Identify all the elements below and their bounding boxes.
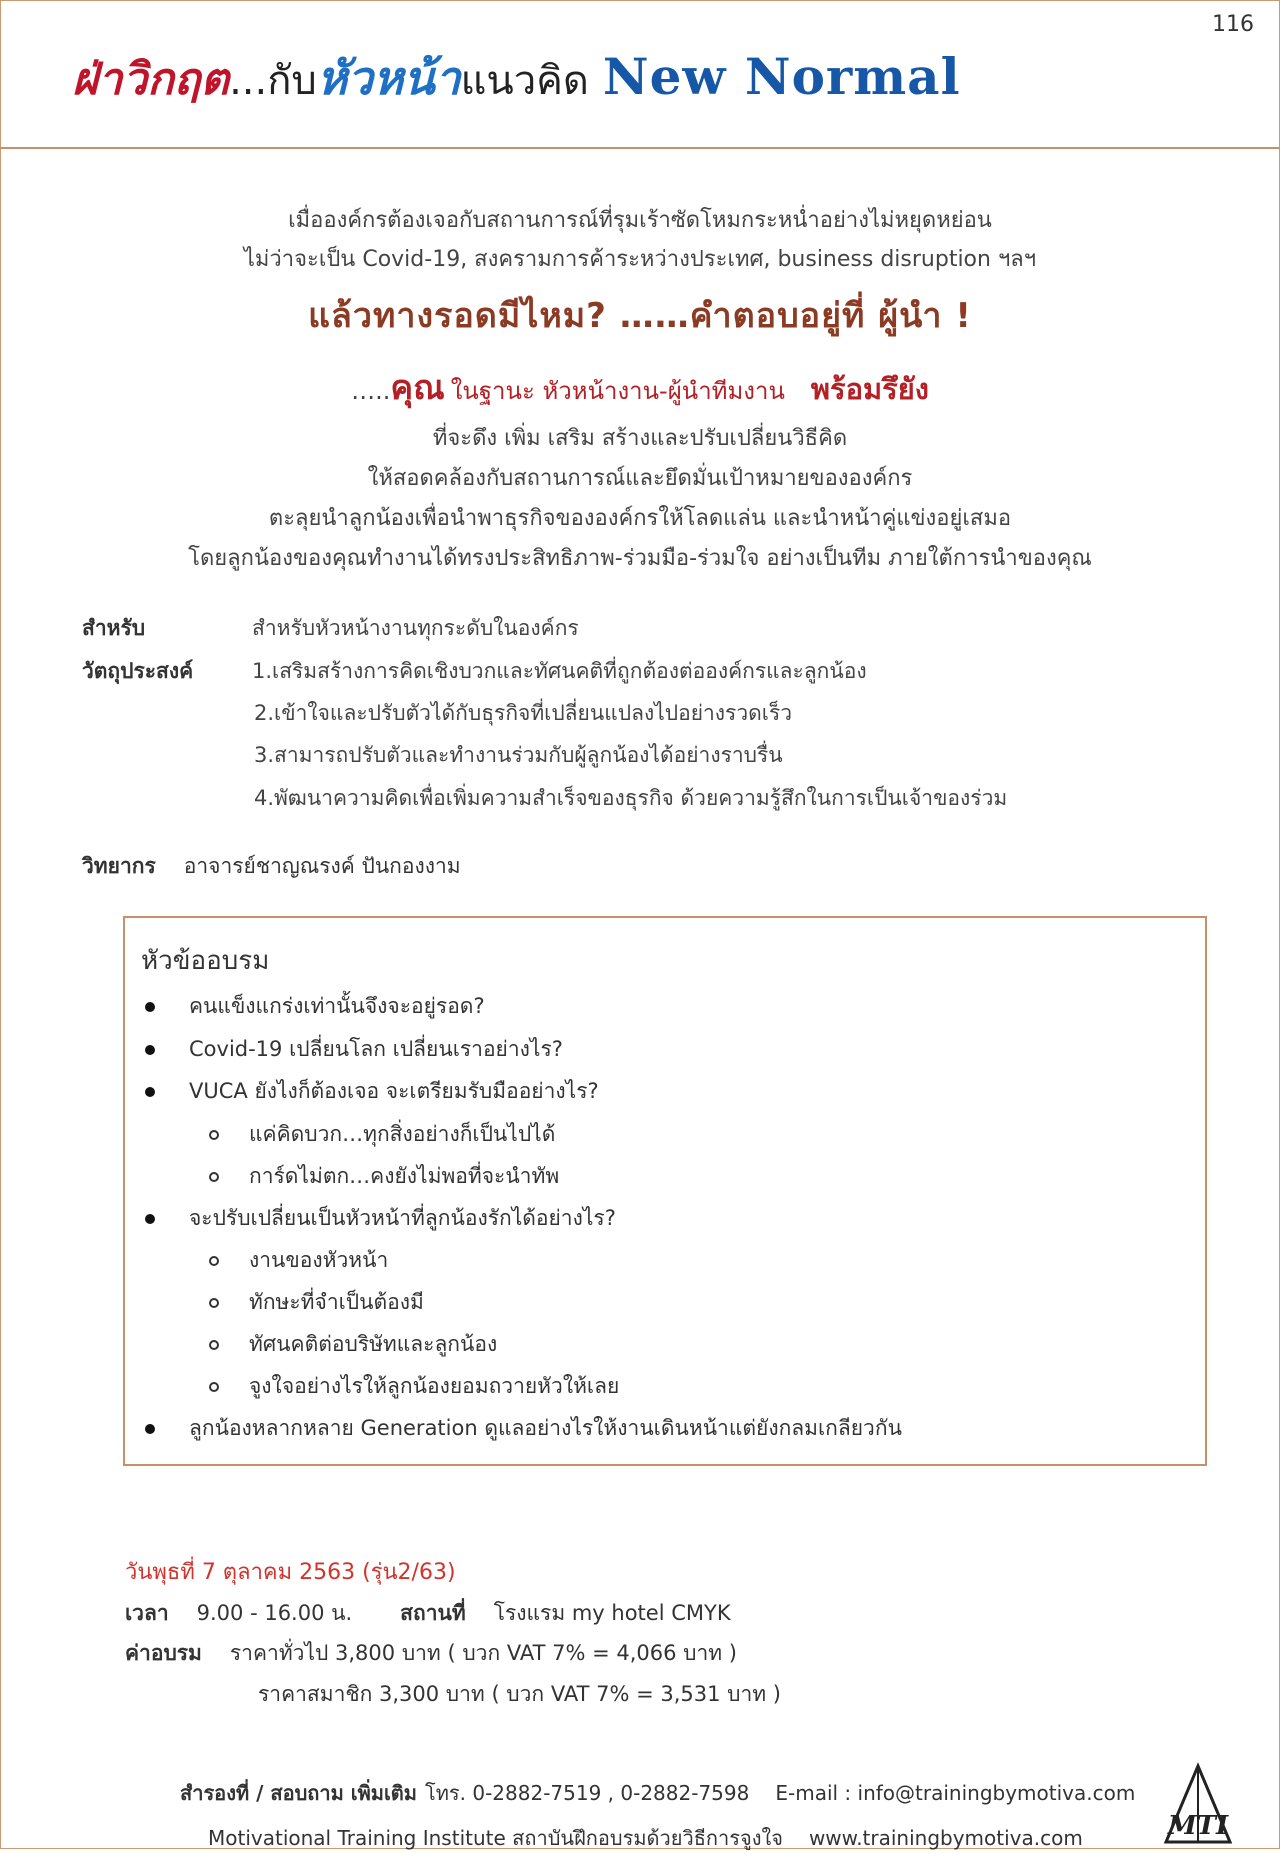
headline: แล้วทางรอดมีไหม? ……คำตอบอยู่ที่ ผู้นำ !	[308, 296, 972, 336]
title-new-normal: New Normal	[602, 47, 961, 106]
fee-general: ราคาทั่วไป 3,800 บาท ( บวก VAT 7% = 4,066 บาท )	[229, 1641, 737, 1665]
topics-title: หัวข้ออบรม	[141, 946, 270, 976]
body-line-2: ให้สอดคล้องกับสถานการณ์และยึดมั่นเป้าหมายขององค์กร	[367, 466, 913, 491]
objective-item: 3.สามารถปรับตัวและทำงานร่วมกับผู้ลูกน้องได้อย่างราบรื่น	[254, 743, 783, 767]
topic-subitem: ทักษะที่จำเป็นต้องมี	[209, 1286, 424, 1319]
title-leader: หัวหน้า	[316, 51, 461, 105]
circle-bullet-icon	[209, 1382, 219, 1392]
subhead-you: คุณ	[390, 368, 445, 408]
circle-bullet-icon	[209, 1340, 219, 1350]
circle-bullet-icon	[209, 1298, 219, 1308]
audience-row	[82, 612, 579, 645]
org-row	[208, 1822, 1083, 1854]
topics-box	[123, 916, 1207, 1466]
bullet-icon	[145, 1424, 155, 1434]
audience-value: สำหรับหัวหน้างานทุกระดับในองค์กร	[252, 616, 579, 640]
training-date: วันพุธที่ 7 ตุลาคม 2563 (รุ่น2/63)	[125, 1560, 456, 1585]
body-line-1: ที่จะดึง เพิ่ม เสริม สร้างและปรับเปลี่ยนวิธีคิด	[432, 426, 848, 451]
title-concept: แนวคิด	[460, 58, 589, 104]
time-value: 9.00 - 16.00 น.	[196, 1601, 353, 1625]
website-link[interactable]: www.trainingbymotiva.com	[808, 1826, 1083, 1850]
topic-bullet: คนแข็งแกร่งเท่านั้นจึงจะอยู่รอด?	[145, 990, 485, 1023]
contact-label: สำรองที่ / สอบถาม เพิ่มเติม	[180, 1781, 417, 1805]
subhead-ready: พร้อมรึยัง	[810, 372, 929, 406]
intro-line-2: ไม่ว่าจะเป็น Covid-19, สงครามการค้าระหว่างประเทศ, business disruption ฯลฯ	[243, 247, 1037, 272]
time-label: เวลา	[125, 1601, 169, 1625]
venue-label: สถานที่	[400, 1601, 466, 1625]
fee-row	[125, 1637, 737, 1670]
circle-bullet-icon	[209, 1172, 219, 1182]
topic-subitem: จูงใจอย่างไรให้ลูกน้องยอมถวายหัวให้เลย	[209, 1370, 619, 1403]
speaker-name: อาจารย์ชาญณรงค์ ปันกองงาม	[183, 854, 461, 878]
body-line-3: ตะลุยนำลูกน้องเพื่อนำพาธุรกิจขององค์กรให้โลดแล่น และนำหน้าคู่แข่งอยู่เสมอ	[268, 506, 1012, 531]
topic-subitem: งานของหัวหน้า	[209, 1244, 388, 1277]
objective-item: 2.เข้าใจและปรับตัวได้กับธุรกิจที่เปลี่ยนแปลงไปอย่างรวดเร็ว	[254, 701, 793, 725]
fee-label: ค่าอบรม	[125, 1641, 202, 1665]
topic-bullet: จะปรับเปลี่ยนเป็นหัวหน้าที่ลูกน้องรักได้อย่างไร?	[145, 1202, 616, 1235]
contact-phone: โทร. 0-2882-7519 , 0-2882-7598	[424, 1781, 750, 1805]
bullet-icon	[145, 1087, 155, 1097]
intro-line-1: เมื่อองค์กรต้องเจอกับสถานการณ์ที่รุมเร้าซัดโหมกระหน่ำอย่างไม่หยุดหย่อน	[288, 208, 992, 233]
mti-logo-icon	[1162, 1762, 1234, 1846]
title-crisis: ฝ่าวิกฤต	[72, 54, 230, 105]
objectives-row	[82, 655, 867, 688]
venue-value: โรงแรม my hotel CMYK	[493, 1601, 731, 1625]
bullet-icon	[145, 1214, 155, 1224]
page-number: 116	[1212, 12, 1254, 37]
bullet-icon	[145, 1002, 155, 1012]
topic-subitem: แค่คิดบวก…ทุกสิ่งอย่างก็เป็นไปได้	[209, 1118, 555, 1151]
org-name: Motivational Training Institute สถาบันฝึกอบรมด้วยวิธีการจูงใจ	[208, 1826, 783, 1850]
contact-row	[180, 1777, 1135, 1809]
circle-bullet-icon	[209, 1256, 219, 1266]
topic-subitem: ทัศนคติต่อบริษัทและลูกน้อง	[209, 1328, 497, 1361]
circle-bullet-icon	[209, 1130, 219, 1140]
fee-member: ราคาสมาชิก 3,300 บาท ( บวก VAT 7% = 3,531 บาท )	[258, 1682, 781, 1706]
bullet-icon	[145, 1045, 155, 1055]
objective-item: 1.เสริมสร้างการคิดเชิงบวกและทัศนคติที่ถูกต้องต่อองค์กรและลูกน้อง	[252, 659, 867, 683]
svg-text:MTI: MTI	[1167, 1811, 1229, 1841]
topic-bullet: ลูกน้องหลากหลาย Generation ดูแลอย่างไรให้งานเดินหน้าแต่ยังกลมเกลียวกัน	[145, 1412, 902, 1445]
speaker-label: วิทยากร	[82, 854, 156, 878]
speaker-row	[82, 850, 461, 883]
objective-item: 4.พัฒนาความคิดเพื่อเพิ่มความสำเร็จของธุรกิจ ด้วยความรู้สึกในการเป็นเจ้าของร่วม	[254, 786, 1008, 810]
subhead-role: ในฐานะ หัวหน้างาน-ผู้นำทีมงาน	[450, 377, 785, 405]
topic-bullet: Covid-19 เปลี่ยนโลก เปลี่ยนเราอย่างไร?	[145, 1033, 563, 1066]
objectives-label: วัตถุประสงค์	[82, 659, 194, 683]
audience-label: สำหรับ	[82, 616, 146, 640]
contact-email[interactable]: E-mail : info@trainingbymotiva.com	[775, 1781, 1136, 1805]
title-with: ...กับ	[229, 58, 317, 104]
time-venue-row	[125, 1597, 731, 1630]
subhead	[60, 360, 1220, 414]
header-divider	[0, 147, 1280, 149]
subhead-dots: …..	[351, 377, 391, 405]
page-title	[72, 42, 1232, 122]
topic-subitem: การ์ดไม่ตก…คงยังไม่พอที่จะนำทัพ	[209, 1160, 559, 1193]
body-line-4: โดยลูกน้องของคุณทำงานได้ทรงประสิทธิภาพ-ร่วมมือ-ร่วมใจ อย่างเป็นทีม ภายใต้การนำของคุณ	[188, 546, 1092, 571]
topic-bullet: VUCA ยังไงก็ต้องเจอ จะเตรียมรับมืออย่างไร?	[145, 1075, 599, 1108]
